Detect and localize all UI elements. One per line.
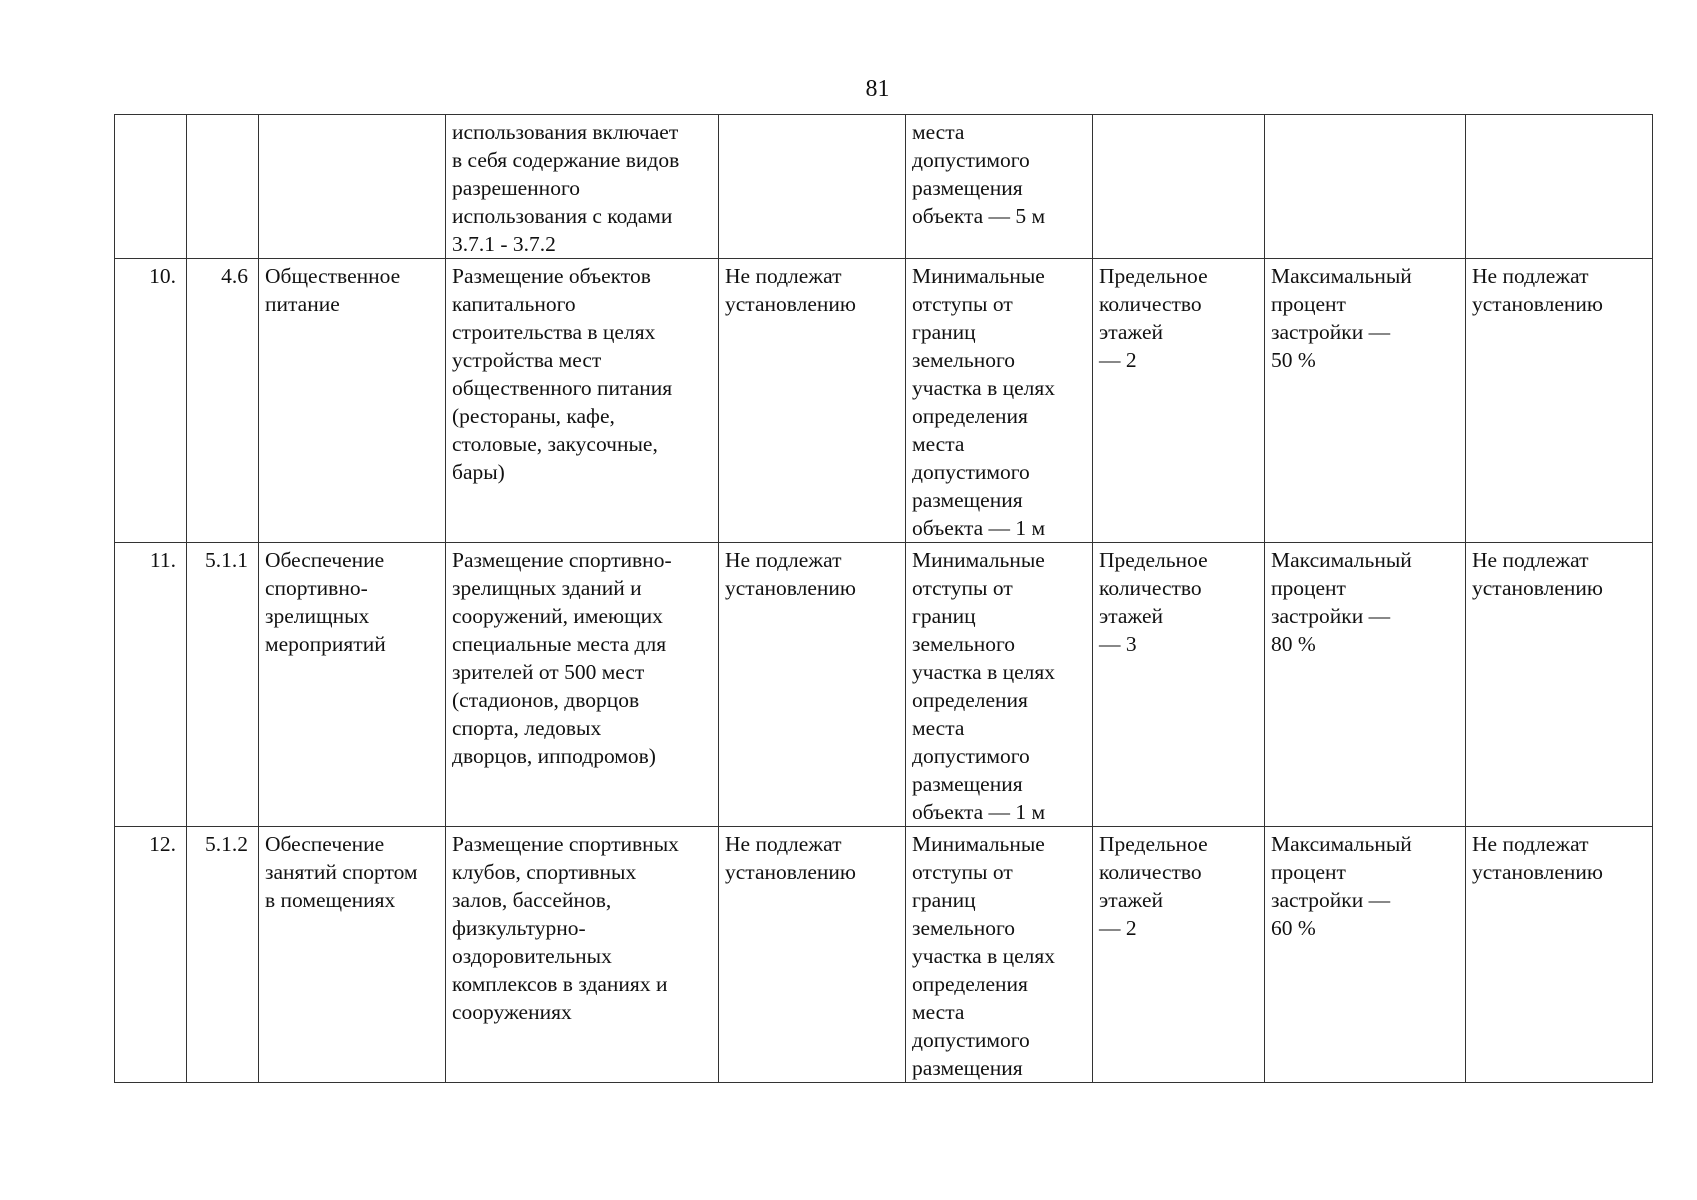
cell-line: процент bbox=[1271, 292, 1346, 316]
cell-line: этажей bbox=[1099, 888, 1164, 912]
cell-line: — 3 bbox=[1099, 632, 1137, 656]
cell-line: — 2 bbox=[1099, 916, 1137, 940]
cell-use-name bbox=[259, 543, 446, 827]
cell-line: Не подлежат bbox=[725, 548, 842, 572]
cell-plot-size bbox=[719, 827, 906, 1083]
cell-line: 3.7.1 - 3.7.2 bbox=[452, 232, 556, 256]
cell-line: установлению bbox=[1472, 860, 1603, 884]
cell-line: устройства мест bbox=[452, 348, 602, 372]
cell-line: Минимальные bbox=[912, 832, 1045, 856]
cell-other-params bbox=[1466, 115, 1653, 259]
cell-line: Предельное bbox=[1099, 548, 1208, 572]
cell-line: объекта — 1 м bbox=[912, 516, 1046, 540]
cell-line: 60 % bbox=[1271, 916, 1316, 940]
cell-coverage bbox=[1265, 543, 1466, 827]
cell-line: объекта — 5 м bbox=[912, 204, 1046, 228]
cell-line: специальные места для bbox=[452, 632, 667, 656]
cell-other-params bbox=[1466, 543, 1653, 827]
cell-line: Обеспечение bbox=[265, 832, 385, 856]
cell-line: общественного питания bbox=[452, 376, 673, 400]
cell-floors bbox=[1093, 543, 1265, 827]
cell-line: земельного bbox=[912, 348, 1016, 372]
cell-use-code bbox=[187, 115, 259, 259]
cell-line: клубов, спортивных bbox=[452, 860, 637, 884]
cell-line: Размещение спортивно- bbox=[452, 548, 672, 572]
table-row bbox=[115, 543, 1653, 827]
cell-coverage bbox=[1265, 115, 1466, 259]
cell-line: допустимого bbox=[912, 148, 1030, 172]
cell-line: застройки — bbox=[1271, 604, 1391, 628]
cell-line: застройки — bbox=[1271, 888, 1391, 912]
cell-line: установлению bbox=[725, 576, 856, 600]
cell-setbacks bbox=[906, 827, 1093, 1083]
cell-line: допустимого bbox=[912, 1028, 1030, 1052]
cell-line: Предельное bbox=[1099, 264, 1208, 288]
cell-line: отступы от bbox=[912, 292, 1013, 316]
cell-use-description bbox=[446, 115, 719, 259]
cell-line: этажей bbox=[1099, 604, 1164, 628]
cell-line: в себя содержание видов bbox=[452, 148, 680, 172]
cell-line: допустимого bbox=[912, 744, 1030, 768]
cell-line: определения bbox=[912, 688, 1028, 712]
cell-line: бары) bbox=[452, 460, 505, 484]
cell-line: (рестораны, кафе, bbox=[452, 404, 615, 428]
cell-line: Размещение объектов bbox=[452, 264, 651, 288]
cell-use-description bbox=[446, 827, 719, 1083]
cell-line: разрешенного bbox=[452, 176, 580, 200]
cell-line: зрелищных зданий и bbox=[452, 576, 642, 600]
cell-use-name bbox=[259, 115, 446, 259]
cell-line: установлению bbox=[725, 292, 856, 316]
cell-row-number: 10. bbox=[115, 259, 187, 543]
cell-line: столовые, закусочные, bbox=[452, 432, 658, 456]
cell-line: участка в целях bbox=[912, 660, 1056, 684]
cell-line: сооружений, имеющих bbox=[452, 604, 663, 628]
cell-use-description bbox=[446, 259, 719, 543]
cell-line: Максимальный bbox=[1271, 832, 1412, 856]
table-body bbox=[115, 115, 1653, 1083]
cell-line: этажей bbox=[1099, 320, 1164, 344]
cell-line: размещения bbox=[912, 488, 1023, 512]
cell-line: границ bbox=[912, 604, 976, 628]
zoning-regulations-table bbox=[114, 114, 1653, 1083]
cell-line: питание bbox=[265, 292, 340, 316]
cell-line: Минимальные bbox=[912, 264, 1045, 288]
cell-line: — 2 bbox=[1099, 348, 1137, 372]
cell-line: Максимальный bbox=[1271, 548, 1412, 572]
cell-other-params bbox=[1466, 259, 1653, 543]
table-row bbox=[115, 259, 1653, 543]
cell-floors bbox=[1093, 115, 1265, 259]
cell-line: физкультурно- bbox=[452, 916, 586, 940]
cell-line: количество bbox=[1099, 576, 1202, 600]
cell-setbacks bbox=[906, 543, 1093, 827]
cell-line: земельного bbox=[912, 632, 1016, 656]
cell-line: размещения bbox=[912, 176, 1023, 200]
cell-line: земельного bbox=[912, 916, 1016, 940]
cell-line: процент bbox=[1271, 860, 1346, 884]
table-row bbox=[115, 115, 1653, 259]
cell-coverage bbox=[1265, 259, 1466, 543]
cell-plot-size bbox=[719, 115, 906, 259]
cell-line: занятий спортом bbox=[265, 860, 418, 884]
cell-line: объекта — 1 м bbox=[912, 800, 1046, 824]
cell-row-number: 11. bbox=[115, 543, 187, 827]
cell-line: в помещениях bbox=[265, 888, 396, 912]
cell-use-code: 5.1.1 bbox=[187, 543, 259, 827]
cell-line: сооружениях bbox=[452, 1000, 572, 1024]
cell-line: количество bbox=[1099, 860, 1202, 884]
cell-use-name bbox=[259, 827, 446, 1083]
cell-line: процент bbox=[1271, 576, 1346, 600]
cell-line: границ bbox=[912, 888, 976, 912]
cell-line: отступы от bbox=[912, 576, 1013, 600]
cell-line: Минимальные bbox=[912, 548, 1045, 572]
cell-line: отступы от bbox=[912, 860, 1013, 884]
cell-line: Не подлежат bbox=[725, 264, 842, 288]
cell-line: допустимого bbox=[912, 460, 1030, 484]
cell-line: Не подлежат bbox=[1472, 264, 1589, 288]
cell-use-description bbox=[446, 543, 719, 827]
cell-line: Предельное bbox=[1099, 832, 1208, 856]
cell-line: Общественное bbox=[265, 264, 401, 288]
cell-line: установлению bbox=[725, 860, 856, 884]
cell-line: размещения bbox=[912, 1056, 1023, 1080]
cell-line: спортивно- bbox=[265, 576, 368, 600]
cell-use-code: 4.6 bbox=[187, 259, 259, 543]
cell-line: комплексов в зданиях и bbox=[452, 972, 668, 996]
cell-use-name bbox=[259, 259, 446, 543]
cell-line: участка в целях bbox=[912, 376, 1056, 400]
cell-line: определения bbox=[912, 972, 1028, 996]
cell-line: капитального bbox=[452, 292, 576, 316]
cell-line: Максимальный bbox=[1271, 264, 1412, 288]
cell-line: оздоровительных bbox=[452, 944, 612, 968]
cell-line: Не подлежат bbox=[1472, 548, 1589, 572]
cell-line: дворцов, ипподромов) bbox=[452, 744, 656, 768]
cell-line: установлению bbox=[1472, 576, 1603, 600]
cell-line: строительства в целях bbox=[452, 320, 656, 344]
cell-line: залов, бассейнов, bbox=[452, 888, 612, 912]
cell-setbacks bbox=[906, 259, 1093, 543]
cell-line: застройки — bbox=[1271, 320, 1391, 344]
cell-setbacks bbox=[906, 115, 1093, 259]
cell-use-code: 5.1.2 bbox=[187, 827, 259, 1083]
cell-line: размещения bbox=[912, 772, 1023, 796]
cell-line: установлению bbox=[1472, 292, 1603, 316]
cell-coverage bbox=[1265, 827, 1466, 1083]
cell-plot-size bbox=[719, 543, 906, 827]
cell-line: границ bbox=[912, 320, 976, 344]
cell-floors bbox=[1093, 259, 1265, 543]
cell-line: 50 % bbox=[1271, 348, 1316, 372]
cell-plot-size bbox=[719, 259, 906, 543]
cell-floors bbox=[1093, 827, 1265, 1083]
page-number: 81 bbox=[865, 76, 890, 102]
cell-line: Не подлежат bbox=[1472, 832, 1589, 856]
cell-row-number: 12. bbox=[115, 827, 187, 1083]
cell-line: места bbox=[912, 120, 965, 144]
cell-line: использования включает bbox=[452, 120, 679, 144]
cell-line: определения bbox=[912, 404, 1028, 428]
cell-row-number bbox=[115, 115, 187, 259]
cell-line: Размещение спортивных bbox=[452, 832, 679, 856]
cell-line: 80 % bbox=[1271, 632, 1316, 656]
cell-line: количество bbox=[1099, 292, 1202, 316]
cell-other-params bbox=[1466, 827, 1653, 1083]
cell-line: участка в целях bbox=[912, 944, 1056, 968]
table-row bbox=[115, 827, 1653, 1083]
cell-line: использования с кодами bbox=[452, 204, 673, 228]
cell-line: места bbox=[912, 716, 965, 740]
cell-line: зрелищных bbox=[265, 604, 370, 628]
cell-line: Не подлежат bbox=[725, 832, 842, 856]
cell-line: спорта, ледовых bbox=[452, 716, 602, 740]
cell-line: Обеспечение bbox=[265, 548, 385, 572]
cell-line: (стадионов, дворцов bbox=[452, 688, 640, 712]
cell-line: места bbox=[912, 1000, 965, 1024]
cell-line: зрителей от 500 мест bbox=[452, 660, 645, 684]
cell-line: мероприятий bbox=[265, 632, 386, 656]
cell-line: места bbox=[912, 432, 965, 456]
